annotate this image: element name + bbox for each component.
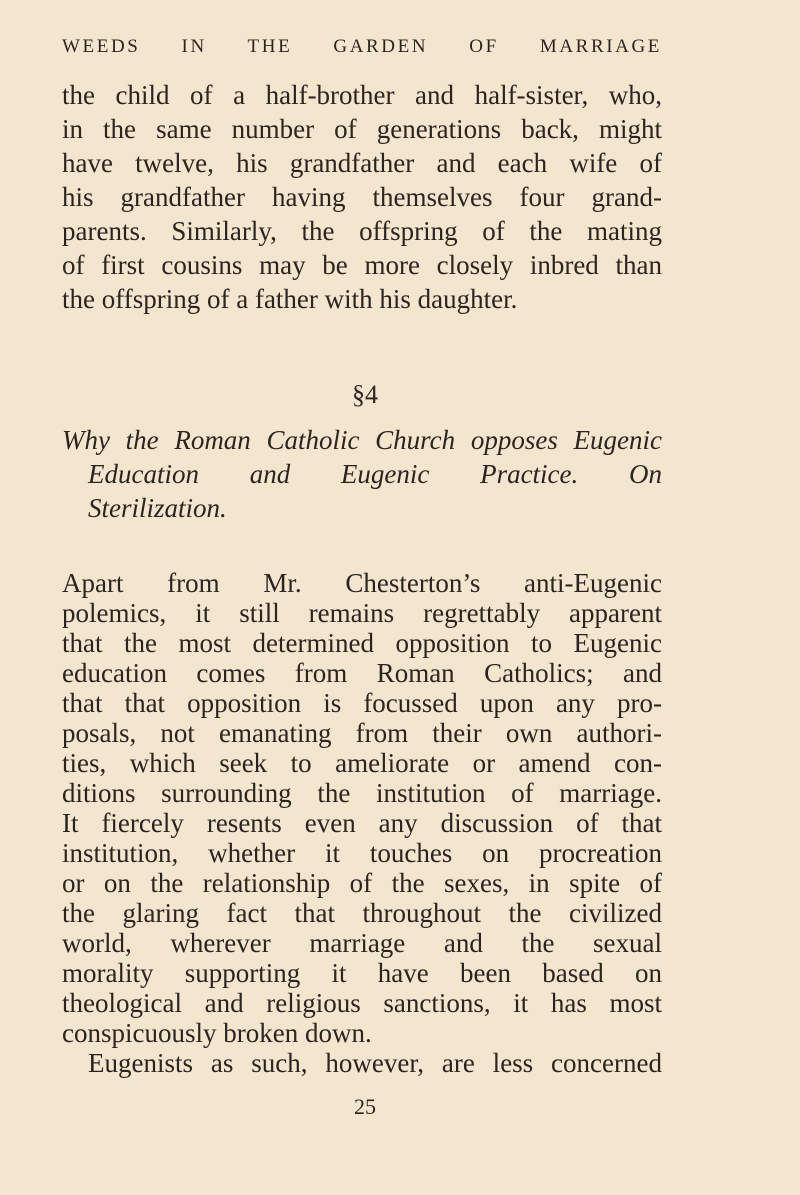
text-line: Apart from Mr. Chesterton’s anti-Eugenic	[62, 568, 662, 598]
page-number: 25	[354, 1094, 376, 1119]
text-line: parents. Similarly, the offspring of the mating	[62, 216, 662, 246]
text-line: education comes from Roman Catholics; and	[62, 658, 662, 688]
text-line: theological and religious sanctions, it has most	[62, 988, 662, 1018]
text-line: ties, which seek to ameliorate or amend con-	[62, 748, 662, 778]
text-line: conspicuously broken down.	[62, 1018, 372, 1048]
text-line: the child of a half-brother and half-sister, who,	[62, 80, 662, 110]
text-line: of first cousins may be more closely inbred than	[62, 250, 662, 280]
section-number: §4	[352, 380, 378, 409]
paragraph-continued	[62, 78, 662, 316]
text-line: ditions surrounding the institution of marriage.	[62, 778, 662, 808]
heading-line: Why the Roman Catholic Church opposes Eugenic	[62, 425, 662, 455]
text-line: the offspring of a father with his daughter.	[62, 284, 518, 314]
text-line: or on the relationship of the sexes, in spite of	[62, 868, 662, 898]
text-line: his grandfather having themselves four grand-	[62, 182, 662, 212]
paragraph	[62, 568, 662, 1078]
text-line: the glaring fact that throughout the civilized	[62, 898, 662, 928]
text-line: in the same number of generations back, might	[62, 114, 662, 144]
text-line: that the most determined opposition to Eugenic	[62, 628, 662, 658]
text-line: that that opposition is focussed upon any pro-	[62, 688, 662, 718]
text-line: world, wherever marriage and the sexual	[62, 928, 662, 958]
text-line: posals, not emanating from their own authori-	[62, 718, 662, 748]
heading-line: Sterilization.	[88, 493, 227, 523]
text-line: institution, whether it touches on procreation	[62, 838, 662, 868]
text-line: It fiercely resents even any discussion of that	[62, 808, 662, 838]
text-line: Eugenists as such, however, are less concerned	[88, 1048, 662, 1078]
text-line: polemics, it still remains regrettably apparent	[62, 598, 662, 628]
heading-line: Education and Eugenic Practice. On	[88, 459, 662, 489]
section-heading	[62, 423, 662, 525]
text-line: morality supporting it have been based on	[62, 958, 662, 988]
running-header: WEEDS IN THE GARDEN OF MARRIAGE	[62, 36, 662, 57]
text-line: have twelve, his grandfather and each wife of	[62, 148, 662, 178]
